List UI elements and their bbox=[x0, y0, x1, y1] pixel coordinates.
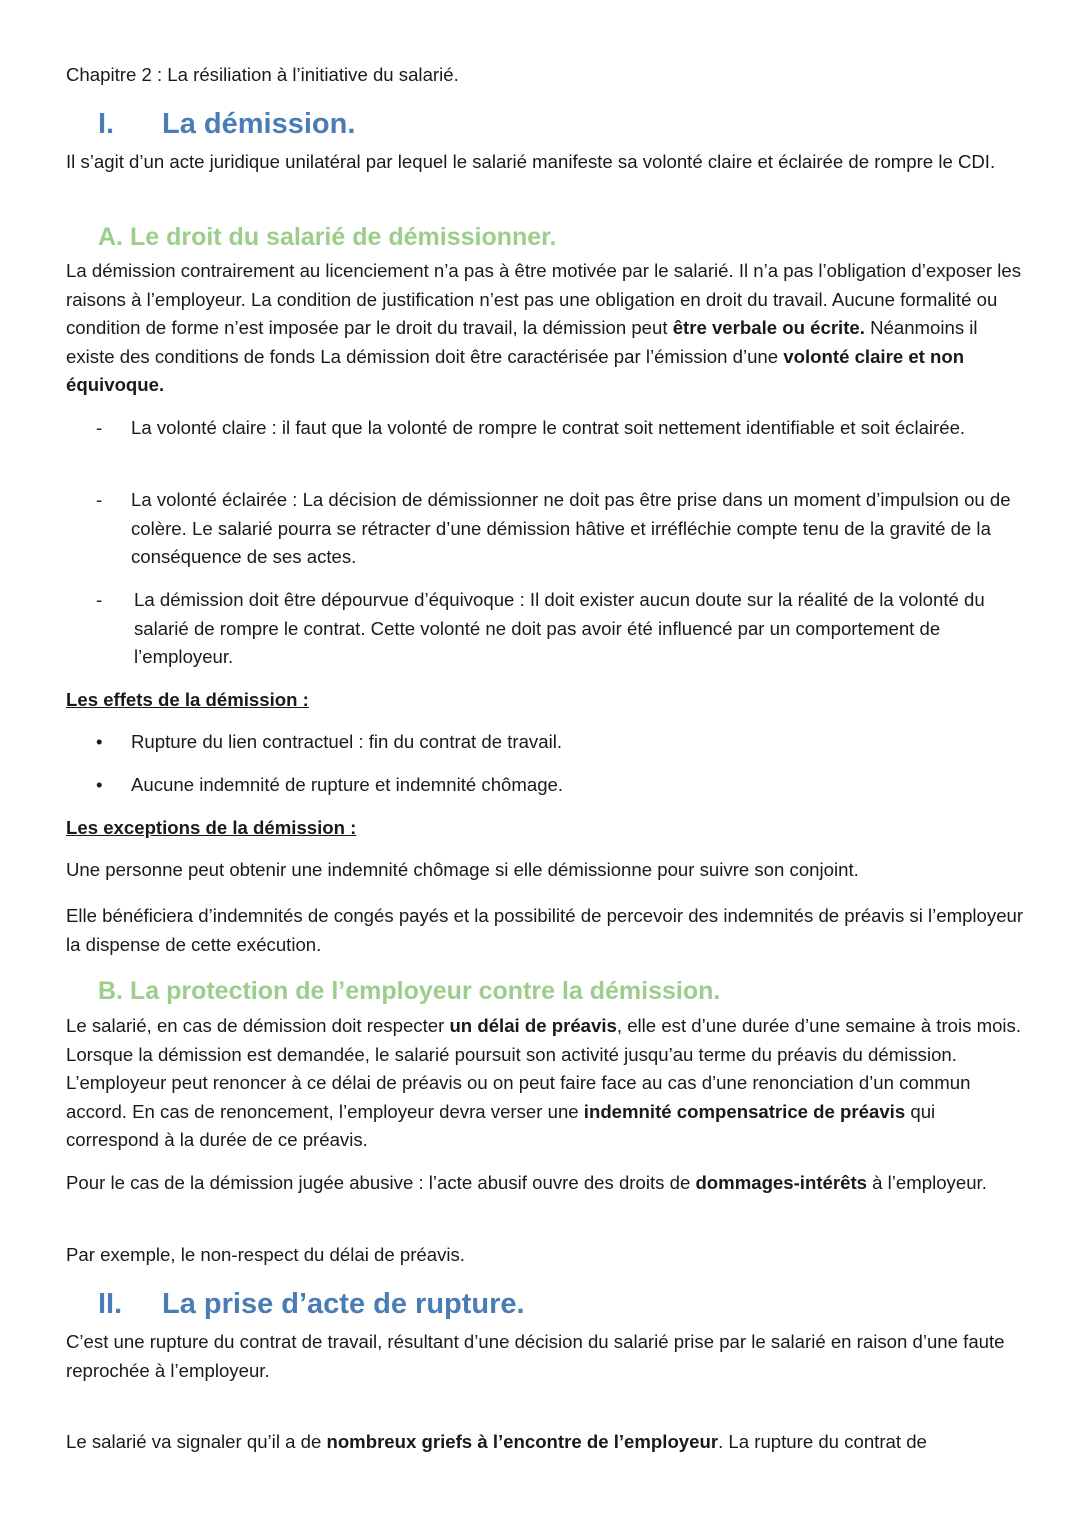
bullet-marker: • bbox=[96, 774, 103, 795]
bold-run: nombreux griefs à l’encontre de l’employeur bbox=[326, 1431, 719, 1452]
abuse-paragraph bbox=[66, 1169, 1026, 1198]
paragraph-b bbox=[66, 1012, 1026, 1155]
effects-heading bbox=[66, 686, 1026, 715]
dash-marker: - bbox=[96, 489, 103, 510]
subsection-b-heading: B. La protection de l’employeur contre la démission. bbox=[98, 977, 721, 1005]
section-title: La prise d’acte de rupture. bbox=[162, 1288, 525, 1320]
list-item-text: La volonté éclairée : La décision de démissionner ne doit pas être prise dans un moment d’impulsion ou de colère. Le salarié pourra se rétracter d’une démission hâtive et irréfléchie compte tenu de la gravité de la conséquence de ses actes. bbox=[131, 489, 1011, 568]
section-number: I. bbox=[98, 108, 115, 140]
chapter-title: Chapitre 2 : La résiliation à l’initiative du salarié. bbox=[66, 64, 459, 85]
section-1-heading bbox=[98, 106, 355, 142]
text-run: à l’employeur. bbox=[866, 1172, 987, 1193]
bold-run: être verbale ou écrite. bbox=[672, 317, 865, 339]
exceptions-heading bbox=[66, 814, 1026, 843]
intro-paragraph: Il s’agit d’un acte juridique unilatéral par lequel le salarié manifeste sa volonté claire et éclairée de rompre le CDI. bbox=[66, 151, 996, 172]
example-paragraph: Par exemple, le non-respect du délai de préavis. bbox=[66, 1244, 465, 1265]
exception-paragraph-2: Elle bénéficiera d’indemnités de congés payés et la possibilité de percevoir des indemnités de préavis si l’employeur la dispense de cette exécution. bbox=[66, 905, 1024, 955]
exception-paragraph-1: Une personne peut obtenir une indemnité chômage si elle démissionne pour suivre son conjoint. bbox=[66, 859, 859, 880]
text-run: Néanmoins il existe des conditions de fonds La démission doit être caractérisée par l’émission d’une bbox=[66, 317, 978, 367]
bold-run: dommages-intérêts bbox=[695, 1172, 867, 1193]
bullet-marker: • bbox=[96, 731, 103, 752]
text-run: Pour le cas de la démission jugée abusive : l’acte abusif ouvre des droits de bbox=[66, 1172, 696, 1193]
paragraph-ii: C’est une rupture du contrat de travail, résultant d’une décision du salarié prise par le salarié en raison d’une faute reprochée à l’employeur. bbox=[66, 1331, 1005, 1381]
text-run: Le salarié va signaler qu’il a de bbox=[66, 1431, 327, 1452]
list-item-text: La démission doit être dépourvue d’équivoque : Il doit exister aucun doute sur la réalité de la volonté du salarié de rompre le contrat. Cette volonté ne doit pas avoir été influencé par un comportement de l’employeur. bbox=[134, 589, 985, 668]
text-run: , elle est d’une durée d’une semaine à trois mois. Lorsque la démission est demandée, le salarié poursuit son activité jusqu’au terme du préavis du démission. L’employeur peut renoncer à ce délai de préavis ou on peut faire face au cas d’une renonciation d’un commun accord. En cas de renoncement, l’employeur devra verser une bbox=[66, 1015, 1021, 1122]
text-run: qui correspond à la durée de ce préavis. bbox=[66, 1100, 936, 1151]
list-item-text: Rupture du lien contractuel : fin du contrat de travail. bbox=[131, 731, 562, 752]
bold-run: indemnité compensatrice de préavis bbox=[583, 1100, 906, 1122]
section-2-heading bbox=[98, 1286, 525, 1322]
dash-marker: - bbox=[96, 589, 103, 610]
last-paragraph bbox=[66, 1428, 1026, 1457]
underlined-heading: Les exceptions de la démission : bbox=[66, 817, 357, 838]
text-run: Le salarié, en cas de démission doit respecter bbox=[66, 1015, 450, 1036]
text-run: La démission contrairement au licenciement n’a pas à être motivée par le salarié. Il n’a pas l’obligation d’exposer les raisons à l’employeur. La condition de justification n’est pas une obligation en droit du travail. Aucune formalité ou condition de forme n’est imposée par le droit du travail, la démission peut bbox=[66, 260, 1021, 339]
subsection-a-heading: A. Le droit du salarié de démissionner. bbox=[98, 223, 557, 251]
bold-run: un délai de préavis bbox=[449, 1015, 617, 1036]
list-item-text: Aucune indemnité de rupture et indemnité chômage. bbox=[131, 774, 564, 795]
dash-marker: - bbox=[96, 417, 103, 438]
list-item-text: La volonté claire : il faut que la volonté de rompre le contrat soit nettement identifiable et soit éclairée. bbox=[131, 417, 966, 438]
text-run: . La rupture du contrat de bbox=[718, 1431, 927, 1452]
section-title: La démission. bbox=[162, 108, 356, 140]
paragraph-a bbox=[66, 257, 1026, 400]
section-number: II. bbox=[98, 1288, 123, 1320]
bold-run: volonté claire et non équivoque. bbox=[66, 345, 965, 396]
underlined-heading: Les effets de la démission : bbox=[66, 689, 309, 710]
